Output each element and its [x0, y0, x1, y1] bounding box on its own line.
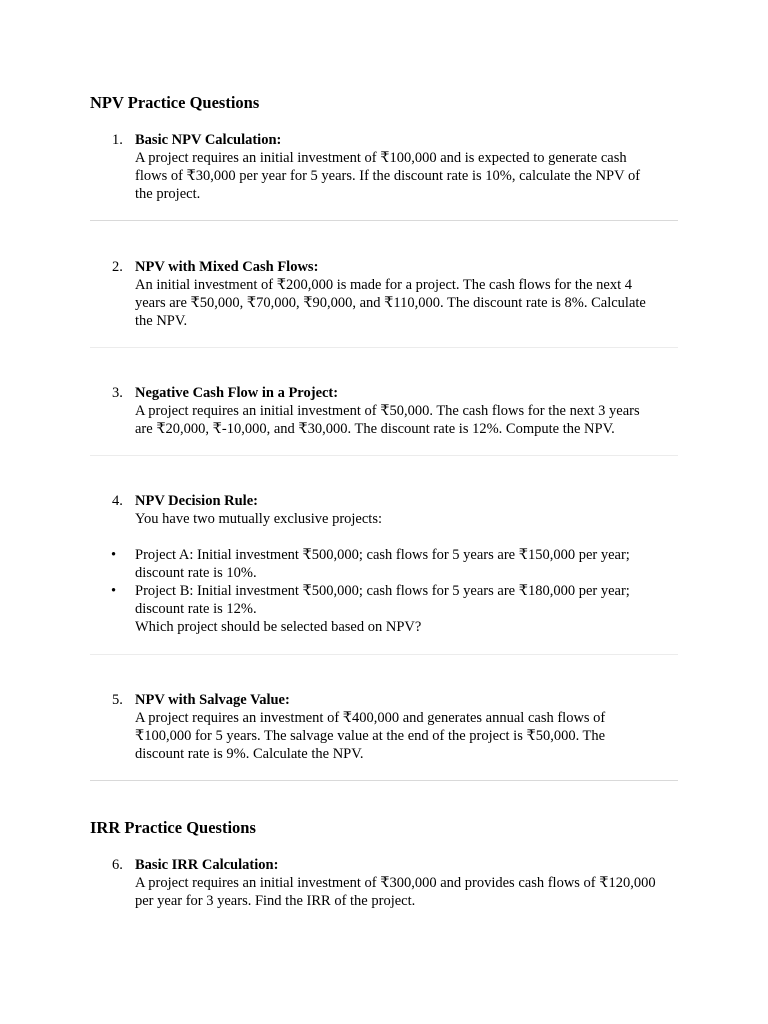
question-line: A project requires an investment of ₹400,000 and generates annual cash flows of	[135, 710, 606, 726]
bullet-line: Which project should be selected based on NPV?	[135, 619, 422, 635]
question-line: the NPV.	[135, 313, 188, 329]
question-line: A project requires an initial investment of ₹100,000 and is expected to generate cash	[135, 150, 627, 166]
question-line: the project.	[135, 186, 201, 202]
question-number: 6.	[112, 857, 123, 873]
question-line: You have two mutually exclusive projects:	[135, 511, 383, 527]
question-line: discount rate is 9%. Calculate the NPV.	[135, 746, 364, 762]
divider	[90, 654, 678, 655]
list-item	[111, 546, 678, 582]
question-number: 5.	[112, 692, 123, 708]
npv-section-heading: NPV Practice Questions	[90, 93, 260, 112]
question-title: Negative Cash Flow in a Project:	[135, 385, 339, 401]
question-line: ₹100,000 for 5 years. The salvage value at the end of the project is ₹50,000. The	[135, 728, 606, 744]
question-number: 4.	[112, 493, 123, 509]
question-line: per year for 3 years. Find the IRR of the project.	[135, 893, 416, 909]
project-options-list	[90, 546, 678, 636]
irr-section-heading: IRR Practice Questions	[90, 818, 256, 837]
bullet-marker: •	[111, 583, 117, 599]
question-number: 2.	[112, 259, 123, 275]
question-line: years are ₹50,000, ₹70,000, ₹90,000, and ₹110,000. The discount rate is 8%. Calculate	[135, 295, 646, 311]
question-title: NPV with Mixed Cash Flows:	[135, 259, 319, 275]
divider	[90, 220, 678, 221]
question-line: A project requires an initial investment of ₹300,000 and provides cash flows of ₹120,000	[135, 875, 656, 891]
question-6	[90, 856, 678, 910]
bullet-marker: •	[111, 547, 117, 563]
question-title: Basic NPV Calculation:	[135, 132, 282, 148]
divider	[90, 780, 678, 781]
divider	[90, 347, 678, 348]
question-title: NPV Decision Rule:	[135, 493, 258, 509]
divider	[90, 455, 678, 456]
question-number: 1.	[112, 132, 123, 148]
bullet-line: discount rate is 12%.	[135, 601, 257, 617]
question-1	[90, 131, 678, 203]
question-4	[90, 492, 678, 528]
bullet-line: Project A: Initial investment ₹500,000; cash flows for 5 years are ₹150,000 per year;	[135, 547, 630, 563]
question-3	[90, 384, 678, 438]
question-line: are ₹20,000, ₹-10,000, and ₹30,000. The discount rate is 12%. Compute the NPV.	[135, 421, 615, 437]
question-2	[90, 258, 678, 330]
bullet-line: Project B: Initial investment ₹500,000; cash flows for 5 years are ₹180,000 per year;	[135, 583, 630, 599]
question-5	[90, 691, 678, 763]
list-item	[111, 582, 678, 636]
question-number: 3.	[112, 385, 123, 401]
question-line: An initial investment of ₹200,000 is made for a project. The cash flows for the next 4	[135, 277, 633, 293]
question-title: NPV with Salvage Value:	[135, 692, 290, 708]
question-line: flows of ₹30,000 per year for 5 years. If the discount rate is 10%, calculate the NPV of	[135, 168, 641, 184]
question-line: A project requires an initial investment of ₹50,000. The cash flows for the next 3 years	[135, 403, 640, 419]
bullet-line: discount rate is 10%.	[135, 565, 257, 581]
question-title: Basic IRR Calculation:	[135, 857, 279, 873]
